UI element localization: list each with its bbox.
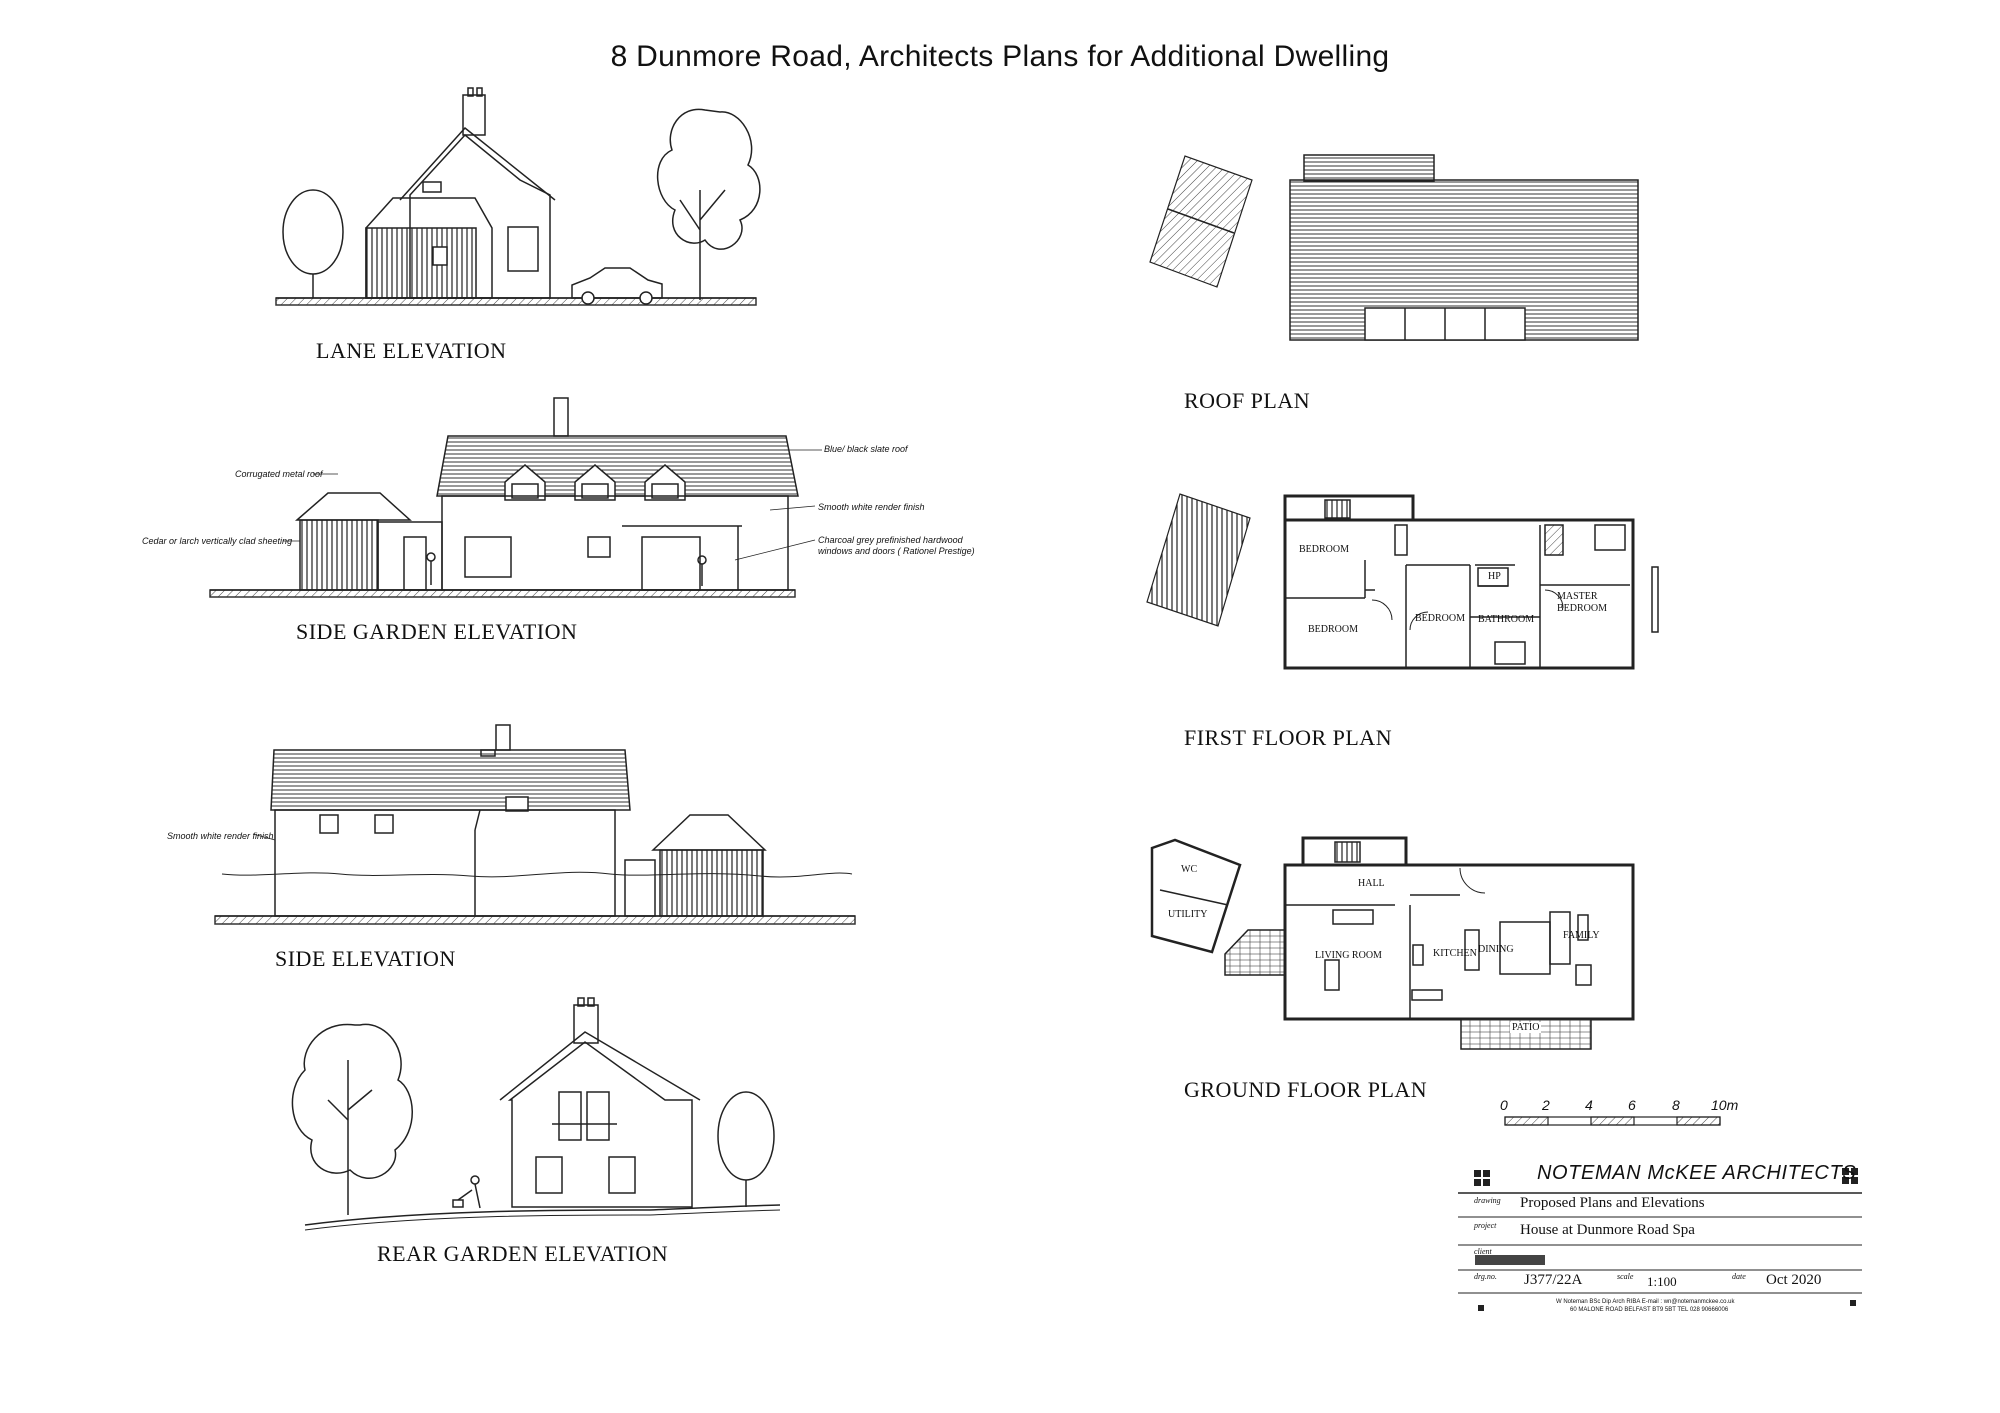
lane-elevation (276, 88, 760, 305)
side-garden-elevation (210, 398, 822, 597)
room-wc: WC (1181, 864, 1198, 875)
project-name: House at Dunmore Road Spa (1520, 1222, 1695, 1238)
note-windows-1: Charcoal grey prefinished hardwood (818, 535, 963, 545)
drawing-title: Proposed Plans and Elevations (1520, 1195, 1705, 1211)
client-key: client (1474, 1247, 1492, 1256)
room-hp: HP (1488, 571, 1501, 582)
scale-key: scale (1617, 1272, 1634, 1281)
scale-bar-graphic (1505, 1117, 1720, 1125)
date-value: Oct 2020 (1766, 1272, 1822, 1288)
scale-label-4: 4 (1585, 1097, 1593, 1113)
first-floor-plan-drawing (1147, 494, 1658, 668)
project-key: project (1474, 1221, 1497, 1230)
drg-no-key: drg.no. (1474, 1272, 1497, 1281)
caption-side-elevation: SIDE ELEVATION (275, 946, 456, 971)
caption-rear-garden-elevation: REAR GARDEN ELEVATION (377, 1241, 669, 1266)
footer-line-2: 60 MALONE ROAD BELFAST BT9 5BT TEL 028 90666006 (1570, 1307, 1729, 1313)
date-key: date (1732, 1272, 1746, 1281)
page-title: 8 Dunmore Road, Architects Plans for Additional Dwelling (610, 40, 1390, 73)
room-dining: DINING (1478, 944, 1514, 955)
firm-name: NOTEMAN McKEE ARCHITECTS (1537, 1162, 1857, 1184)
note-corrugated-roof: Corrugated metal roof (235, 469, 323, 479)
note-side-render: Smooth white render finish (167, 831, 274, 841)
scale-label-8: 8 (1672, 1097, 1680, 1113)
scale-label-10m: 10m (1711, 1097, 1739, 1113)
roof-plan-drawing (1150, 155, 1638, 340)
footer-line-1: W Noteman BSc Dip Arch RIBA E-mail : wn@notemanmckee.co.uk (1556, 1299, 1735, 1305)
scale-label-6: 6 (1628, 1097, 1636, 1113)
scale-label-0: 0 (1500, 1097, 1508, 1113)
caption-first-floor-plan: FIRST FLOOR PLAN (1184, 725, 1393, 750)
scale-value: 1:100 (1647, 1274, 1677, 1289)
room-bathroom: BATHROOM (1478, 614, 1535, 625)
room-master-2: BEDROOM (1557, 603, 1608, 614)
scale-label-2: 2 (1542, 1097, 1550, 1113)
rear-garden-elevation (292, 998, 780, 1230)
caption-side-garden-elevation: SIDE GARDEN ELEVATION (296, 619, 578, 644)
room-bedroom-3: BEDROOM (1415, 613, 1466, 624)
note-render-finish: Smooth white render finish (818, 502, 925, 512)
drawing-key: drawing (1474, 1196, 1501, 1205)
note-slate-roof: Blue/ black slate roof (824, 444, 908, 454)
room-hall: HALL (1358, 878, 1385, 889)
drg-no: J377/22A (1524, 1272, 1583, 1288)
caption-lane-elevation: LANE ELEVATION (316, 338, 507, 363)
room-utility: UTILITY (1168, 909, 1208, 920)
caption-ground-floor-plan: GROUND FLOOR PLAN (1184, 1077, 1428, 1102)
side-elevation (215, 725, 855, 924)
room-patio: PATIO (1512, 1022, 1540, 1033)
room-bedroom-1: BEDROOM (1299, 544, 1350, 555)
room-family: FAMILY (1563, 930, 1600, 941)
note-windows-2: windows and doors ( Rationel Prestige) (818, 546, 975, 556)
caption-roof-plan: ROOF PLAN (1184, 388, 1311, 413)
room-bedroom-2: BEDROOM (1308, 624, 1359, 635)
room-living: LIVING ROOM (1315, 950, 1382, 961)
room-master-1: MASTER (1557, 591, 1598, 602)
note-cedar-cladding: Cedar or larch vertically clad sheeting (142, 536, 293, 546)
ground-floor-plan-drawing (1152, 838, 1633, 1049)
room-kitchen: KITCHEN (1433, 948, 1477, 959)
